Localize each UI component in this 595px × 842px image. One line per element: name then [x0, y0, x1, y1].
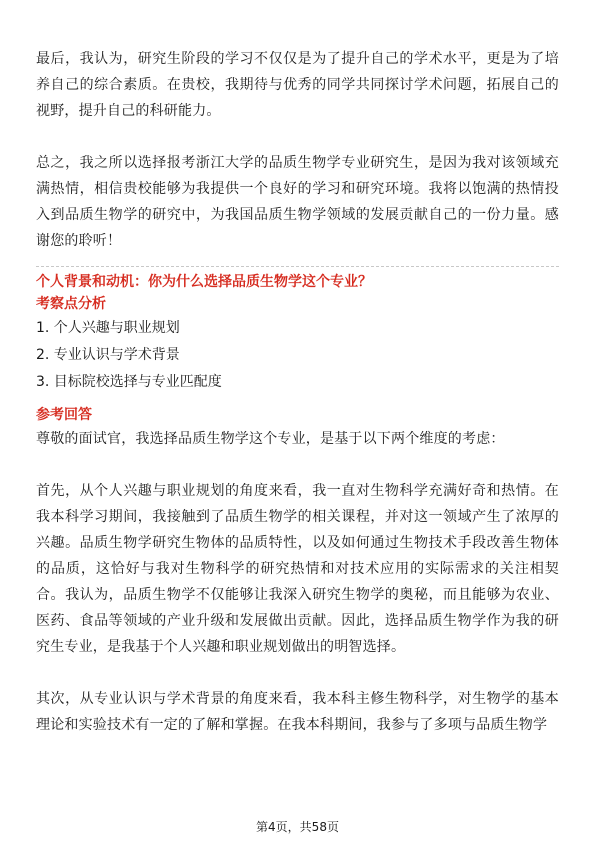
page-footer: 第4页，共58页 [256, 820, 339, 834]
page-content [36, 46, 559, 738]
analysis-item: 1. 个人兴趣与职业规划 [36, 320, 180, 336]
section-divider [36, 266, 559, 267]
answer-paragraph: 其次，从专业认识与学术背景的角度来看，我本科主修生物科学，对生物学的基本理论和实验技术有一定的了解和掌握。在我本科期间，我参与了多项与品质生物学 [36, 691, 559, 733]
paragraph-gap [36, 452, 559, 478]
analysis-item: 2. 专业认识与学术背景 [36, 347, 180, 363]
paragraph-gap [36, 660, 559, 686]
paragraph-gap [36, 124, 559, 150]
analysis-heading: 考察点分析 [36, 296, 106, 312]
body-paragraph: 总之，我之所以选择报考浙江大学的品质生物学专业研究生，是因为我对该领域充满热情，相信贵校能够为我提供一个良好的学习和研究环境。我将以饱满的热情投入到品质生物学的研究中，为我国品质生物学领域的发展贡献自己的一份力量。感谢您的聆听！ [36, 155, 559, 249]
analysis-item: 3. 目标院校选择与专业匹配度 [36, 374, 222, 390]
body-paragraph: 最后，我认为，研究生阶段的学习不仅仅是为了提升自己的学术水平，更是为了培养自己的综合素质。在贵校，我期待与优秀的同学共同探讨学术问题，拓展自己的视野，提升自己的科研能力。 [36, 51, 559, 119]
answer-paragraph: 首先，从个人兴趣与职业规划的角度来看，我一直对生物科学充满好奇和热情。在我本科学习期间，我接触到了品质生物学的相关课程，并对这一领域产生了浓厚的兴趣。品质生物学研究生物体的品质特性，以及如何通过生物技术手段改善生物体的品质，这恰好与我对生物科学的研究热情和对技术应用的实际需求的关注相契合。我认为，品质生物学不仅能够让我深入研究生物学的奥秘，而且能够为农业、医药、食品等领域的产业升级和发展做出贡献。因此，选择品质生物学作为我的研究生专业，是我基于个人兴趣和职业规划做出的明智选择。 [36, 483, 559, 655]
answer-heading: 参考回答 [36, 407, 92, 423]
question-title: 个人背景和动机：你为什么选择品质生物学这个专业？ [36, 274, 372, 290]
answer-paragraph: 尊敬的面试官，我选择品质生物学这个专业，是基于以下两个维度的考虑： [36, 431, 505, 447]
